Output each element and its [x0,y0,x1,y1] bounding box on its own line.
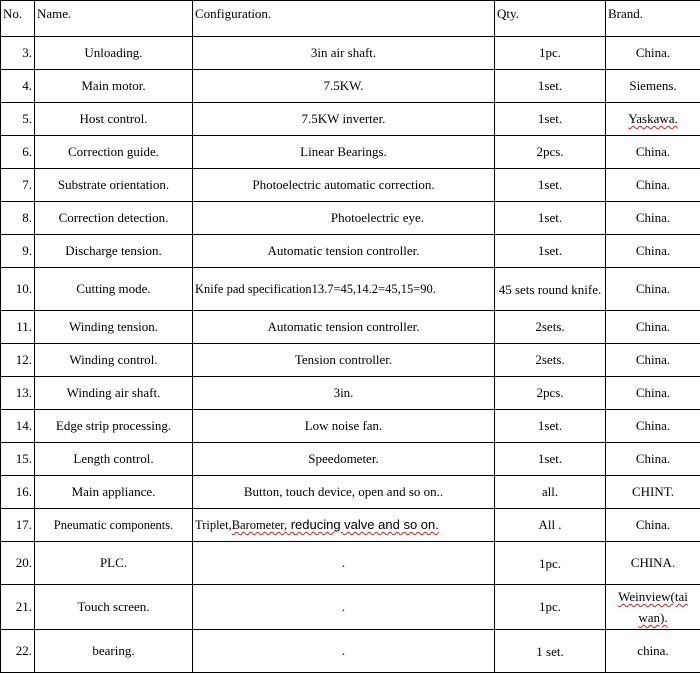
cell-name: Substrate orientation. [35,169,193,202]
cell-qty: 1pc. [495,542,606,585]
cell-no: 3. [1,37,35,70]
config-text-triplet: Triplet, [195,518,232,532]
cell-brand: China. [606,509,700,542]
cell-brand: China. [606,37,700,70]
cell-no: 4. [1,70,35,103]
cell-config: . [193,630,495,673]
cell-qty: 1set. [495,443,606,476]
cell-brand: China. [606,344,700,377]
table-row [1,410,700,443]
cell-config: Automatic tension controller. [193,311,495,344]
cell-name: Touch screen. [35,585,193,630]
cell-qty: 1set. [495,410,606,443]
table-row [1,235,700,268]
cell-qty: 2sets. [495,344,606,377]
header-configuration: Configuration. [193,1,495,37]
table-row [1,476,700,509]
header-no: No. [1,1,35,37]
cell-no: 10. [1,268,35,311]
cell-brand: China. [606,169,700,202]
cell-qty: 45 sets round knife. [495,268,606,311]
cell-qty: 1pc. [495,585,606,630]
cell-config: 7.5KW inverter. [193,103,495,136]
cell-brand: China. [606,410,700,443]
table-row [1,630,700,673]
cell-brand: CHINA. [606,542,700,585]
cell-brand: China. [606,235,700,268]
cell-name: Host control. [35,103,193,136]
table-row [1,377,700,410]
cell-name: Cutting mode. [35,268,193,311]
cell-qty: All . [495,509,606,542]
brand-text: Yaskawa. [628,111,678,126]
cell-name: bearing. [35,630,193,673]
config-text-valve: reducing valve and so on. [287,517,439,532]
cell-brand: CHINT. [606,476,700,509]
table-row [1,202,700,235]
cell-name: Unloading. [35,37,193,70]
cell-qty: 2sets. [495,311,606,344]
cell-brand: china. [606,630,700,673]
cell-name: Winding air shaft. [35,377,193,410]
cell-config: Low noise fan. [193,410,495,443]
cell-name: Winding control. [35,344,193,377]
cell-brand: China. [606,377,700,410]
table-row [1,542,700,585]
cell-no: 13. [1,377,35,410]
table-row [1,103,700,136]
cell-no: 9. [1,235,35,268]
table-row [1,443,700,476]
table-row [1,37,700,70]
cell-name: PLC. [35,542,193,585]
cell-name: Main appliance. [35,476,193,509]
cell-no: 20. [1,542,35,585]
header-brand: Brand. [606,1,700,37]
cell-qty: 2pcs. [495,136,606,169]
header-row [1,1,700,37]
table-row [1,136,700,169]
table-row [1,344,700,377]
header-qty: Qty. [495,1,606,37]
cell-config [193,509,495,542]
cell-config: 3in air shaft. [193,37,495,70]
cell-brand: China. [606,268,700,311]
cell-config: . [193,585,495,630]
cell-qty: 1 set. [495,630,606,673]
cell-config: Tension controller. [193,344,495,377]
cell-no: 11. [1,311,35,344]
cell-name: Main motor. [35,70,193,103]
cell-config: 7.5KW. [193,70,495,103]
cell-no: 17. [1,509,35,542]
brand-text: Weinview(tai wan). [618,589,688,625]
cell-qty: 1set. [495,70,606,103]
config-text-barometer: Barometer, [231,518,288,532]
cell-qty: 1set. [495,202,606,235]
cell-qty: 1set. [495,235,606,268]
cell-name: Length control. [35,443,193,476]
cell-no: 8. [1,202,35,235]
cell-qty: all. [495,476,606,509]
cell-config: Photoelectric eye. [193,202,495,235]
cell-config: Knife pad specification13.7=45,14.2=45,15=90. [193,268,495,311]
cell-config: Linear Bearings. [193,136,495,169]
cell-no: 12. [1,344,35,377]
cell-brand [606,585,700,630]
table-row [1,268,700,311]
cell-brand: Siemens. [606,70,700,103]
cell-no: 5. [1,103,35,136]
cell-no: 21. [1,585,35,630]
cell-qty: 2pcs. [495,377,606,410]
cell-no: 22. [1,630,35,673]
cell-no: 15. [1,443,35,476]
cell-name: Correction guide. [35,136,193,169]
cell-config: 3in. [193,377,495,410]
cell-name: Edge strip processing. [35,410,193,443]
cell-config: Photoelectric automatic correction. [193,169,495,202]
cell-name: Correction detection. [35,202,193,235]
cell-no: 16. [1,476,35,509]
cell-qty: 1set. [495,169,606,202]
cell-no: 7. [1,169,35,202]
cell-name: Winding tension. [35,311,193,344]
cell-brand: China. [606,311,700,344]
cell-brand: China. [606,443,700,476]
table-row [1,585,700,630]
cell-no: 14. [1,410,35,443]
table-row [1,509,700,542]
table-row [1,169,700,202]
cell-qty: 1set. [495,103,606,136]
cell-qty: 1pc. [495,37,606,70]
cell-config: Button, touch device, open and so on.. [193,476,495,509]
table-row [1,70,700,103]
cell-config: Speedometer. [193,443,495,476]
header-name: Name. [35,1,193,37]
cell-config: . [193,542,495,585]
cell-brand: China. [606,202,700,235]
table-row [1,311,700,344]
cell-no: 6. [1,136,35,169]
cell-brand [606,103,700,136]
cell-name: Pneumatic components. [35,509,193,542]
cell-brand: China. [606,136,700,169]
cell-name: Discharge tension. [35,235,193,268]
cell-config: Automatic tension controller. [193,235,495,268]
